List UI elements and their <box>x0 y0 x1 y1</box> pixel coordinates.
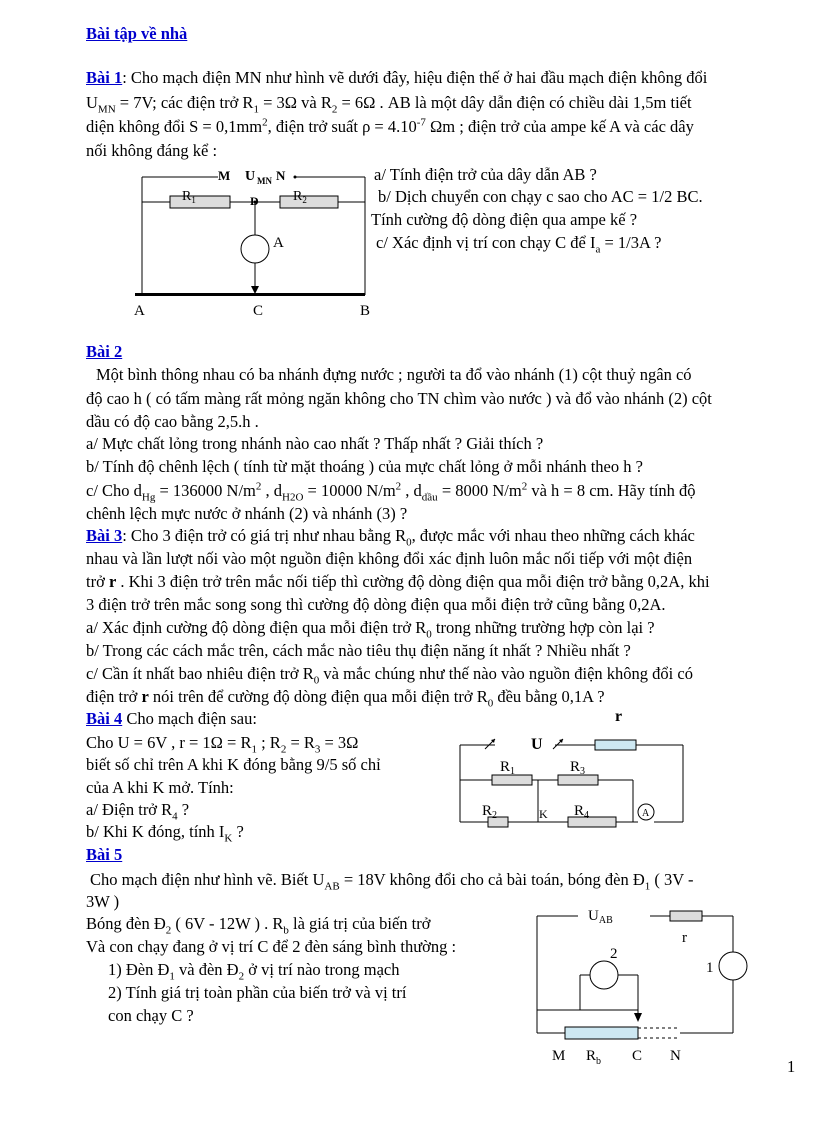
page-number: 1 <box>787 1057 796 1076</box>
bai1-question-b: b/ Dịch chuyển con chạy c sao cho AC = 1/2 BC. <box>378 187 703 206</box>
bai1-resistor-r2 <box>280 196 338 208</box>
bai5-label-u: $U_{AB}$ <box>588 908 613 926</box>
bai5-label-lamp-2: 2 <box>610 946 618 962</box>
bai1-wire-ab <box>135 293 365 296</box>
bai5-resistor-r <box>670 911 702 921</box>
bai2-line3: dầu có độ cao bằng 2,5.h . <box>86 412 259 431</box>
bai5-label-n: N <box>670 1048 681 1064</box>
bai1-question-a: a/ Tính điện trở của dây dẫn AB ? <box>374 165 597 184</box>
bai4-line0: Bài 4 Cho mạch điện sau: <box>86 709 257 728</box>
bai1-line2: $U_{MN} = 7V$; các điện trở $R_1 = 3\Omega$ và $R_2 = 6\Omega$ . AB là một dây dẫn điện có chiều dài 1,5m tiết <box>86 93 692 116</box>
bai5-question-1: 1) Đèn $Đ_1$ và đèn $Đ_2$ ở vị trí nào trong mạch <box>108 960 400 983</box>
bai1-label-ammeter: A <box>273 235 284 251</box>
bai4-resistor-r <box>595 740 636 750</box>
bai3-line2: nhau và lần lượt nối vào một nguồn điện không đổi xác định luôn mắc nối tiếp với một điện <box>86 549 693 568</box>
bai3-line1: Bài 3: Cho 3 điện trở có giá trị như nhau bằng $R_0$, được mắc với nhau theo những cách khác <box>86 526 695 549</box>
bai4-label-r: r <box>615 708 623 725</box>
bai2-line-last: chênh lệch mực nước ở nhánh (2) và nhánh (3) ? <box>86 504 408 523</box>
bai5-lamp-1 <box>719 952 747 980</box>
bai5-question-2b: con chạy C ? <box>108 1006 194 1025</box>
bai3-line4: 3 điện trở trên mắc song song thì cường độ dòng điện qua mỗi điện trở cũng bằng 0,2A. <box>86 595 666 614</box>
bai2-question-b: b/ Tính độ chênh lệch ( tính từ mặt thoáng ) của mực chất lỏng ở mỗi nhánh theo h ? <box>86 457 643 476</box>
bai1-label-r1: $R_1$ <box>182 189 196 205</box>
bai1-question-c: c/ Xác định vị trí con chạy C để $I_a = 1/3A$ ? <box>376 233 662 256</box>
bai4-circuit-diagram <box>450 705 700 830</box>
bai5-line1: Cho mạch điện như hình vẽ. Biết $U_{AB} = 18V$ không đổi cho cả bài toán, bóng đèn $Đ_1$ ( 3V - <box>90 870 694 893</box>
bai1-slider-arrow <box>251 286 259 294</box>
bai5-question-2: 2) Tính giá trị toàn phần của biến trở và vị trí <box>108 983 407 1002</box>
bai5-line2: 3W ) <box>86 892 120 911</box>
bai5-lamp-2 <box>590 961 618 989</box>
bai1-circuit-diagram <box>120 160 380 325</box>
bai5-line3: Bóng đèn $Đ_2$ ( 6V - 12W ) . $R_b$ là giá trị của biến trở <box>86 914 431 937</box>
bai1-resistor-r1 <box>170 196 230 208</box>
bai4-line2: biết số chỉ trên A khi K đóng bằng 9/5 số chỉ <box>86 755 381 774</box>
bai2-question-c: c/ Cho $d_{Hg} = 136000$ $N/m^2$ , $d_{H2O} = 10000$ $N/m^2$ , $d_{dầu} = 8000$ $N/m^2$ và h = 8 cm. Hãy tính độ <box>86 480 696 504</box>
bai3-heading: Bài 3 <box>86 526 123 545</box>
bai1-label-c: C <box>253 303 264 319</box>
bai5-heading: Bài 5 <box>86 845 123 864</box>
bai1-line1: Bài 1: Cho mạch điện MN như hình vẽ dưới đây, hiệu điện thế ở hai đầu mạch điện không đổi <box>86 68 708 87</box>
bai4-resistor-r3 <box>558 775 598 785</box>
bai3-line3: trở r . Khi 3 điện trở trên mắc nối tiếp thì cường độ dòng điện qua mỗi điện trở bằng 0,2A, khi <box>86 572 710 591</box>
bai1-label-usub: MN <box>257 176 272 186</box>
bai4-question-b: b/ Khi K đóng, tính $I_K$ ? <box>86 822 244 845</box>
bai3-question-c2: điện trở r nói trên để cường độ dòng điện qua mỗi điện trở $R_0$ đều bằng 0,1A ? <box>86 687 605 710</box>
bai1-label-b: B <box>360 303 371 319</box>
bai4-label-r2: $R_2$ <box>482 803 498 821</box>
bai5-label-r: r <box>682 930 687 946</box>
bai4-question-a: a/ Điện trở $R_4$ ? <box>86 800 190 823</box>
bai1-ammeter <box>241 235 269 263</box>
bai4-heading: Bài 4 <box>86 709 123 728</box>
bai3-question-a: a/ Xác định cường độ dòng điện qua mỗi điện trở $R_0$ trong những trường hợp còn lại ? <box>86 618 655 641</box>
bai5-label-lamp-1: 1 <box>706 960 714 976</box>
bai5-label-c: C <box>632 1048 643 1064</box>
bai4-label-r3: $R_3$ <box>570 759 586 777</box>
bai4-label-ammeter: A <box>642 808 650 819</box>
bai4-line3: của A khi K mở. Tính: <box>86 778 234 797</box>
bai5-label-m: M <box>552 1048 566 1064</box>
bai1-label-a: A <box>134 303 145 319</box>
bai1-label-u: U <box>245 169 256 184</box>
bai5-label-rb: $R_b$ <box>586 1048 602 1067</box>
bai1-label-n: N <box>276 168 286 183</box>
bai1-label-d: D <box>250 194 259 208</box>
bai1-line3: diện không đổi $S = 0,1mm^2$, điện trở suất $\rho = 4.10^{-7}$ Ωm ; điện trở của ampe kế A và các dây <box>86 116 694 136</box>
bai1-question-b2: Tính cường độ dòng điện qua ampe kế ? <box>371 210 638 229</box>
bai1-label-m: M <box>218 168 231 183</box>
bai2-line2: độ cao h ( có tấm màng rất mỏng ngăn không cho TN chìm vào nước ) và đổ vào nhánh (2) cột <box>86 389 712 408</box>
bai1-label-r2: $R_2$ <box>293 189 307 205</box>
bai3-question-b: b/ Trong các cách mắc trên, cách mắc nào tiêu thụ điện năng ít nhất ? Nhiều nhất ? <box>86 641 631 660</box>
bai4-label-k: K <box>539 807 548 821</box>
bai2-heading: Bài 2 <box>86 342 123 361</box>
bai1-heading: Bài 1 <box>86 68 123 87</box>
bai2-question-a: a/ Mực chất lỏng trong nhánh nào cao nhất ? Thấp nhất ? Giải thích ? <box>86 434 544 453</box>
bai1-line4: nối không đáng kể : <box>86 141 218 160</box>
bai5-circuit-diagram <box>520 900 760 1070</box>
bai4-line1: Cho U = 6V , $r = 1\Omega = R_1$ ; $R_2 = R_3 = 3\Omega$ <box>86 733 359 756</box>
bai4-label-r4: $R_4$ <box>574 803 590 821</box>
bai5-line4: Và con chạy đang ở vị trí C để 2 đèn sáng bình thường : <box>86 937 457 956</box>
page-title: Bài tập về nhà <box>86 24 188 43</box>
bai4-label-u: U <box>531 736 543 753</box>
bai5-rheostat-rb <box>565 1027 638 1039</box>
bai4-label-r1: $R_1$ <box>500 759 516 777</box>
bai2-line1: Một bình thông nhau có ba nhánh đựng nước ; người ta đổ vào nhánh (1) cột thuỷ ngân có <box>96 365 692 384</box>
bai3-question-c: c/ Cần ít nhất bao nhiêu điện trở $R_0$ và mắc chúng như thế nào vào nguồn điện không đổi có <box>86 664 693 687</box>
